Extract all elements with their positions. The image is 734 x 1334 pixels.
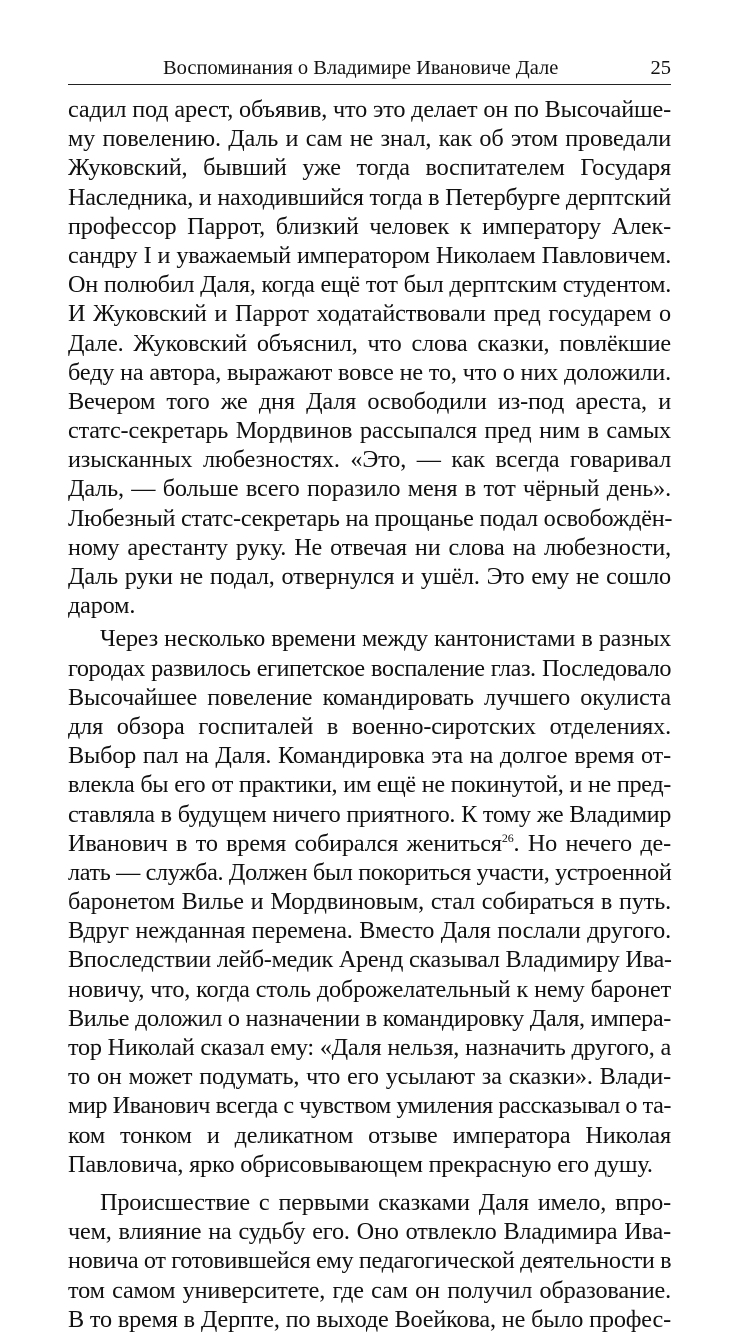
running-title: Воспоминания о Владимире Ивановиче Дале <box>163 57 559 79</box>
text-line: сандру I и уважаемый императором Николаем Павловичем. <box>68 241 671 269</box>
text-line: изысканных любезностях. «Это, — как всегда говаривал <box>68 446 671 474</box>
text-line: ком тонком и деликатном отзыве императора Николая <box>68 1121 671 1149</box>
text-line: новича от готовившейся ему педагогической деятельности в <box>68 1247 672 1275</box>
text-line: садил под арест, объявив, что это делает он по Высочайше- <box>68 96 671 123</box>
paragraph-gap <box>68 1179 671 1188</box>
text-line: Любезный статс-секретарь на прощанье подал освобождён- <box>68 504 673 532</box>
text-line: Жуковский, бывший уже тогда воспитателем Государя <box>68 154 671 182</box>
paragraph <box>68 95 671 620</box>
page-number: 25 <box>650 57 671 79</box>
text-line: том самом университете, где сам он получил образование. <box>68 1276 671 1304</box>
text-line: тор Николай сказал ему: «Даля нельзя, назначить другого, а <box>68 1034 671 1061</box>
line-text: Иванович в то время собирался жениться <box>68 829 502 857</box>
text-line: мир Иванович всегда с чувством умиления рассказывал о та- <box>68 1092 671 1120</box>
text-line: ставляла в будущем ничего приятного. К тому же Владимир <box>68 800 671 828</box>
header-rule <box>68 84 671 85</box>
text-line: для обзора госпиталей в военно-сиротских отделениях. <box>68 712 671 740</box>
paragraph <box>68 1188 671 1334</box>
text-line: лать — служба. Должен был покориться участи, устроенной <box>68 858 672 886</box>
text-line: новичу, что, когда столь доброжелательный к нему баронет <box>68 975 671 1003</box>
text-line: Даль руки не подал, отвернулся и ушёл. Это ему не сошло <box>68 563 671 590</box>
text-line: Происшествие с первыми сказками Даля имело, впро- <box>100 1188 671 1216</box>
text-line: Выбор пал на Даля. Командировка эта на долгое время от- <box>68 742 671 770</box>
line-text-tail: . Но нечего де- <box>513 829 672 857</box>
text-line: Наследника, и находившийся тогда в Петербурге дерптский <box>68 183 671 211</box>
text-line: Он полюбил Даля, когда ещё тот был дерптским студентом. <box>68 271 671 299</box>
text-line: то он может подумать, что его усылают за сказки». Влади- <box>68 1063 671 1091</box>
text-line: Павловича, ярко обрисовывающем прекрасную его душу. <box>68 1150 653 1178</box>
text-line: городах развилось египетское воспаление глаз. Последовало <box>68 654 671 682</box>
text-line: И Жуковский и Паррот ходатайствовали пред государем о <box>68 300 671 328</box>
text-line: статс-секретарь Мордвинов рассыпался пред ним в самых <box>68 417 671 445</box>
text-line: Впоследствии лейб-медик Аренд сказывал Владимиру Ива- <box>68 946 672 974</box>
running-head <box>68 54 671 82</box>
text-line: Высочайшее повеление командировать лучшего окулиста <box>68 683 671 711</box>
text-line: баронетом Вилье и Мордвиновым, стал собираться в путь. <box>68 888 671 916</box>
text-line: Даль, — больше всего поразило меня в тот чёрный день». <box>68 475 671 503</box>
text-line: Через несколько времени между кантонистами в разных <box>100 625 671 653</box>
text-line: му повелению. Даль и сам не знал, как об этом проведали <box>68 125 671 153</box>
text-line: профессор Паррот, близкий человек к императору Алек- <box>68 212 671 240</box>
text-line: влекла бы его от практики, им ещё не покинутой, и не пред- <box>68 771 671 799</box>
text-line: даром. <box>68 592 136 620</box>
text-line: Вечером того же дня Даля освободили из-под ареста, и <box>68 387 671 415</box>
text-line-with-footnote <box>68 829 671 858</box>
text-line: чем, влияние на судьбу его. Оно отвлекло Владимира Ива- <box>68 1218 671 1246</box>
body-text <box>68 95 671 1334</box>
text-line: Вдруг нежданная перемена. Вместо Даля послали другого. <box>68 917 671 945</box>
text-line: В то время в Дерпте, по выходе Воейкова, не было профес- <box>68 1305 671 1333</box>
text-line: ному арестанту руку. Не отвечая ни слова на любезности, <box>68 533 671 561</box>
paragraph <box>68 624 671 1179</box>
footnote-reference[interactable]: 26 <box>501 830 514 845</box>
text-line: Дале. Жуковский объяснил, что слова сказки, повлёкшие <box>68 329 671 357</box>
text-line: беду на автора, выражают вовсе не то, что о них доложили. <box>68 358 671 386</box>
text-line: Вилье доложил о назначении в командировку Даля, импера- <box>68 1004 671 1032</box>
